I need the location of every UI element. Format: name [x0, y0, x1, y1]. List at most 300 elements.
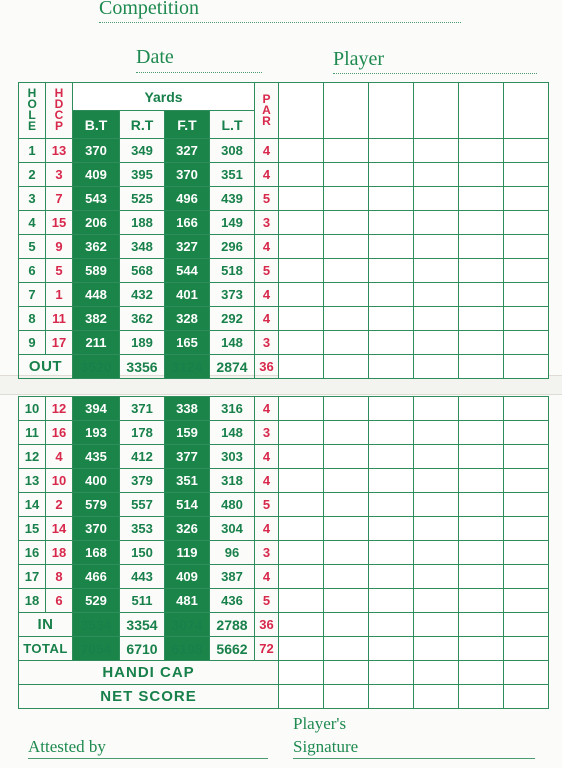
total-lt: 5662 — [210, 637, 255, 661]
net-score-1[interactable] — [279, 685, 324, 709]
score-cell-5[interactable] — [459, 331, 504, 355]
yardage-lt: 351 — [210, 163, 255, 187]
in-bt: 3534 — [73, 613, 120, 637]
score-cell-4[interactable] — [414, 307, 459, 331]
yardage-bt: 400 — [73, 469, 120, 493]
yardage-lt: 292 — [210, 307, 255, 331]
hole-handicap: 8 — [46, 565, 73, 589]
score-header-5[interactable] — [459, 83, 504, 139]
yardage-lt: 296 — [210, 235, 255, 259]
hole-par: 5 — [255, 589, 279, 613]
score-cell-5[interactable] — [459, 565, 504, 589]
score-cell-5[interactable] — [459, 163, 504, 187]
score-cell-2[interactable] — [324, 469, 369, 493]
hole-par: 3 — [255, 541, 279, 565]
score-cell-6[interactable] — [504, 283, 549, 307]
score-cell-1[interactable] — [279, 307, 324, 331]
yardage-ft: 544 — [165, 259, 210, 283]
net-score-5[interactable] — [459, 685, 504, 709]
yardage-lt: 439 — [210, 187, 255, 211]
hole-number: 8 — [19, 307, 46, 331]
score-cell-4[interactable] — [414, 259, 459, 283]
yardage-rt: 178 — [120, 421, 165, 445]
score-cell-4[interactable] — [414, 589, 459, 613]
yardage-ft: 370 — [165, 163, 210, 187]
score-cell-3[interactable] — [369, 493, 414, 517]
yardage-bt: 579 — [73, 493, 120, 517]
score-cell-3[interactable] — [369, 139, 414, 163]
score-cell-3[interactable] — [369, 469, 414, 493]
score-cell-4[interactable] — [414, 283, 459, 307]
hole-number: 14 — [19, 493, 46, 517]
hole-handicap: 12 — [46, 397, 73, 421]
yardage-bt: 168 — [73, 541, 120, 565]
hole-number: 10 — [19, 397, 46, 421]
score-cell-4[interactable] — [414, 235, 459, 259]
handicap-score-2[interactable] — [324, 661, 369, 685]
score-cell-2[interactable] — [324, 541, 369, 565]
score-cell-6[interactable] — [504, 517, 549, 541]
hole-number: 13 — [19, 469, 46, 493]
yardage-bt: 543 — [73, 187, 120, 211]
score-cell-2[interactable] — [324, 565, 369, 589]
score-cell-1[interactable] — [279, 469, 324, 493]
competition-line[interactable] — [99, 22, 461, 23]
yardage-ft: 338 — [165, 397, 210, 421]
hole-handicap: 17 — [46, 331, 73, 355]
score-cell-5[interactable] — [459, 187, 504, 211]
bt-header: B.T — [73, 111, 120, 139]
out-score-2[interactable] — [324, 355, 369, 379]
yardage-ft: 514 — [165, 493, 210, 517]
out-label: OUT — [19, 355, 73, 379]
hole-handicap: 10 — [46, 469, 73, 493]
score-cell-4[interactable] — [414, 469, 459, 493]
hole-header — [19, 83, 46, 139]
score-cell-1[interactable] — [279, 541, 324, 565]
yardage-bt: 394 — [73, 397, 120, 421]
score-cell-2[interactable] — [324, 397, 369, 421]
score-cell-3[interactable] — [369, 163, 414, 187]
hole-row — [19, 163, 549, 187]
yardage-rt: 412 — [120, 445, 165, 469]
hole-row — [19, 589, 549, 613]
score-cell-5[interactable] — [459, 307, 504, 331]
score-cell-2[interactable] — [324, 283, 369, 307]
yardage-rt: 349 — [120, 139, 165, 163]
yardage-rt: 557 — [120, 493, 165, 517]
score-cell-1[interactable] — [279, 565, 324, 589]
total-score-4[interactable] — [414, 637, 459, 661]
signature-line[interactable] — [293, 758, 535, 759]
yardage-ft: 327 — [165, 235, 210, 259]
yardage-lt: 96 — [210, 541, 255, 565]
total-label: TOTAL — [19, 637, 73, 661]
hole-handicap: 4 — [46, 445, 73, 469]
yardage-rt: 362 — [120, 307, 165, 331]
yardage-lt: 318 — [210, 469, 255, 493]
attested-label: Attested by — [28, 737, 106, 756]
score-cell-2[interactable] — [324, 259, 369, 283]
score-cell-1[interactable] — [279, 493, 324, 517]
yardage-ft: 409 — [165, 565, 210, 589]
hole-number: 9 — [19, 331, 46, 355]
score-cell-6[interactable] — [504, 421, 549, 445]
score-cell-3[interactable] — [369, 589, 414, 613]
ft-header: F.T — [165, 111, 210, 139]
hole-par: 4 — [255, 283, 279, 307]
yardage-lt: 308 — [210, 139, 255, 163]
score-cell-6[interactable] — [504, 163, 549, 187]
handicap-score-1[interactable] — [279, 661, 324, 685]
in-ft: 3074 — [165, 613, 210, 637]
net-score-2[interactable] — [324, 685, 369, 709]
score-cell-5[interactable] — [459, 541, 504, 565]
hole-number: 18 — [19, 589, 46, 613]
in-par: 36 — [255, 613, 279, 637]
score-cell-6[interactable] — [504, 493, 549, 517]
hole-par: 4 — [255, 235, 279, 259]
signature-label-line1: Player's — [293, 714, 347, 733]
front-nine-table — [18, 82, 549, 379]
hole-handicap: 5 — [46, 259, 73, 283]
score-cell-3[interactable] — [369, 421, 414, 445]
out-ft: 3124 — [165, 355, 210, 379]
hole-number: 4 — [19, 211, 46, 235]
score-cell-4[interactable] — [414, 187, 459, 211]
out-score-4[interactable] — [414, 355, 459, 379]
score-cell-5[interactable] — [459, 235, 504, 259]
score-cell-4[interactable] — [414, 163, 459, 187]
yardage-ft: 328 — [165, 307, 210, 331]
total-ft: 6198 — [165, 637, 210, 661]
out-lt: 2874 — [210, 355, 255, 379]
out-score-5[interactable] — [459, 355, 504, 379]
score-cell-5[interactable] — [459, 469, 504, 493]
score-cell-2[interactable] — [324, 589, 369, 613]
yardage-ft: 165 — [165, 331, 210, 355]
lt-header: L.T — [210, 111, 255, 139]
score-cell-6[interactable] — [504, 307, 549, 331]
score-cell-6[interactable] — [504, 331, 549, 355]
yardage-rt: 353 — [120, 517, 165, 541]
total-score-5[interactable] — [459, 637, 504, 661]
hole-handicap: 13 — [46, 139, 73, 163]
hole-row — [19, 211, 549, 235]
yardage-lt: 303 — [210, 445, 255, 469]
yardage-ft: 159 — [165, 421, 210, 445]
hole-par: 4 — [255, 397, 279, 421]
score-cell-1[interactable] — [279, 139, 324, 163]
score-cell-2[interactable] — [324, 139, 369, 163]
yardage-lt: 148 — [210, 331, 255, 355]
score-cell-6[interactable] — [504, 211, 549, 235]
yardage-ft: 351 — [165, 469, 210, 493]
total-score-3[interactable] — [369, 637, 414, 661]
score-cell-3[interactable] — [369, 397, 414, 421]
score-cell-2[interactable] — [324, 163, 369, 187]
score-cell-4[interactable] — [414, 517, 459, 541]
score-cell-6[interactable] — [504, 445, 549, 469]
handicap-score-3[interactable] — [369, 661, 414, 685]
signature-label-line2: Signature — [293, 737, 359, 756]
out-rt: 3356 — [120, 355, 165, 379]
player-label: Player — [333, 48, 385, 70]
score-cell-2[interactable] — [324, 493, 369, 517]
total-rt: 6710 — [120, 637, 165, 661]
yardage-lt: 518 — [210, 259, 255, 283]
net-score-6[interactable] — [504, 685, 549, 709]
hole-par: 3 — [255, 211, 279, 235]
score-cell-5[interactable] — [459, 283, 504, 307]
hole-row — [19, 541, 549, 565]
hole-number: 12 — [19, 445, 46, 469]
score-cell-6[interactable] — [504, 565, 549, 589]
yardage-lt: 316 — [210, 397, 255, 421]
score-cell-5[interactable] — [459, 139, 504, 163]
hole-row — [19, 517, 549, 541]
hole-row — [19, 139, 549, 163]
score-cell-6[interactable] — [504, 235, 549, 259]
in-label: IN — [19, 613, 73, 637]
yardage-rt: 150 — [120, 541, 165, 565]
handicap-score-6[interactable] — [504, 661, 549, 685]
score-cell-4[interactable] — [414, 493, 459, 517]
score-cell-5[interactable] — [459, 211, 504, 235]
hole-handicap: 9 — [46, 235, 73, 259]
score-cell-6[interactable] — [504, 541, 549, 565]
yardage-bt: 435 — [73, 445, 120, 469]
hole-row — [19, 397, 549, 421]
hole-number: 7 — [19, 283, 46, 307]
yardage-bt: 589 — [73, 259, 120, 283]
out-score-3[interactable] — [369, 355, 414, 379]
yardage-ft: 166 — [165, 211, 210, 235]
score-cell-2[interactable] — [324, 331, 369, 355]
handicap-label: HANDI CAP — [19, 661, 279, 685]
hole-number: 1 — [19, 139, 46, 163]
score-cell-5[interactable] — [459, 445, 504, 469]
attested-line[interactable] — [28, 758, 268, 759]
yardage-bt: 409 — [73, 163, 120, 187]
score-cell-6[interactable] — [504, 589, 549, 613]
hole-handicap: 1 — [46, 283, 73, 307]
yardage-bt: 370 — [73, 139, 120, 163]
score-cell-1[interactable] — [279, 589, 324, 613]
score-cell-6[interactable] — [504, 259, 549, 283]
yardage-ft: 401 — [165, 283, 210, 307]
par-header-text: PAR — [262, 91, 271, 128]
in-score-2[interactable] — [324, 613, 369, 637]
score-cell-5[interactable] — [459, 589, 504, 613]
score-cell-3[interactable] — [369, 517, 414, 541]
yardage-rt: 432 — [120, 283, 165, 307]
score-cell-6[interactable] — [504, 397, 549, 421]
yardage-rt: 525 — [120, 187, 165, 211]
out-par: 36 — [255, 355, 279, 379]
yardage-rt: 568 — [120, 259, 165, 283]
score-cell-6[interactable] — [504, 469, 549, 493]
handicap-score-5[interactable] — [459, 661, 504, 685]
yardage-bt: 370 — [73, 517, 120, 541]
score-cell-1[interactable] — [279, 211, 324, 235]
yardage-lt: 373 — [210, 283, 255, 307]
score-cell-3[interactable] — [369, 235, 414, 259]
yardage-lt: 436 — [210, 589, 255, 613]
in-score-5[interactable] — [459, 613, 504, 637]
score-cell-1[interactable] — [279, 517, 324, 541]
hole-number: 6 — [19, 259, 46, 283]
hole-row — [19, 493, 549, 517]
yardage-bt: 382 — [73, 307, 120, 331]
yardage-rt: 395 — [120, 163, 165, 187]
score-cell-1[interactable] — [279, 445, 324, 469]
score-cell-1[interactable] — [279, 397, 324, 421]
score-cell-2[interactable] — [324, 307, 369, 331]
score-cell-5[interactable] — [459, 421, 504, 445]
score-cell-4[interactable] — [414, 211, 459, 235]
yardage-bt: 206 — [73, 211, 120, 235]
score-cell-5[interactable] — [459, 517, 504, 541]
hdcp-header-text: HDCP — [54, 86, 64, 133]
hole-handicap: 16 — [46, 421, 73, 445]
in-score-3[interactable] — [369, 613, 414, 637]
back-nine-table — [18, 396, 549, 709]
score-cell-2[interactable] — [324, 517, 369, 541]
score-cell-1[interactable] — [279, 421, 324, 445]
score-cell-2[interactable] — [324, 235, 369, 259]
score-header-1[interactable] — [279, 83, 324, 139]
score-cell-2[interactable] — [324, 211, 369, 235]
net-score-4[interactable] — [414, 685, 459, 709]
score-cell-5[interactable] — [459, 493, 504, 517]
in-score-6[interactable] — [504, 613, 549, 637]
yardage-bt: 211 — [73, 331, 120, 355]
in-score-1[interactable] — [279, 613, 324, 637]
date-label: Date — [136, 46, 174, 68]
score-cell-1[interactable] — [279, 283, 324, 307]
score-cell-3[interactable] — [369, 187, 414, 211]
yardage-lt: 480 — [210, 493, 255, 517]
score-header-3[interactable] — [369, 83, 414, 139]
hole-handicap: 18 — [46, 541, 73, 565]
hole-row — [19, 565, 549, 589]
score-cell-1[interactable] — [279, 187, 324, 211]
hole-number: 3 — [19, 187, 46, 211]
hole-row — [19, 469, 549, 493]
player-line[interactable] — [333, 73, 537, 74]
score-cell-1[interactable] — [279, 163, 324, 187]
score-cell-3[interactable] — [369, 565, 414, 589]
score-cell-5[interactable] — [459, 259, 504, 283]
hole-number: 11 — [19, 421, 46, 445]
score-cell-3[interactable] — [369, 283, 414, 307]
competition-label: Competition — [99, 0, 199, 19]
hole-number: 2 — [19, 163, 46, 187]
hole-handicap: 15 — [46, 211, 73, 235]
score-cell-3[interactable] — [369, 331, 414, 355]
score-cell-2[interactable] — [324, 187, 369, 211]
yardage-bt: 193 — [73, 421, 120, 445]
out-bt: 3520 — [73, 355, 120, 379]
score-header-4[interactable] — [414, 83, 459, 139]
hole-handicap: 7 — [46, 187, 73, 211]
score-cell-2[interactable] — [324, 421, 369, 445]
handicap-score-4[interactable] — [414, 661, 459, 685]
score-cell-1[interactable] — [279, 235, 324, 259]
yardage-lt: 387 — [210, 565, 255, 589]
hole-par: 3 — [255, 421, 279, 445]
score-cell-1[interactable] — [279, 331, 324, 355]
hole-number: 5 — [19, 235, 46, 259]
out-score-6[interactable] — [504, 355, 549, 379]
yardage-ft: 481 — [165, 589, 210, 613]
score-cell-4[interactable] — [414, 397, 459, 421]
score-cell-4[interactable] — [414, 565, 459, 589]
yardage-rt: 189 — [120, 331, 165, 355]
hole-par: 4 — [255, 445, 279, 469]
out-score-1[interactable] — [279, 355, 324, 379]
score-header-2[interactable] — [324, 83, 369, 139]
hole-row — [19, 187, 549, 211]
score-cell-4[interactable] — [414, 421, 459, 445]
score-cell-6[interactable] — [504, 139, 549, 163]
score-cell-3[interactable] — [369, 259, 414, 283]
net-score-3[interactable] — [369, 685, 414, 709]
score-cell-4[interactable] — [414, 139, 459, 163]
par-header — [255, 83, 279, 139]
score-cell-3[interactable] — [369, 307, 414, 331]
hole-row — [19, 445, 549, 469]
yardage-bt: 448 — [73, 283, 120, 307]
score-cell-4[interactable] — [414, 541, 459, 565]
yardage-lt: 304 — [210, 517, 255, 541]
score-header-6[interactable] — [504, 83, 549, 139]
hole-handicap: 2 — [46, 493, 73, 517]
yardage-rt: 348 — [120, 235, 165, 259]
hole-handicap: 14 — [46, 517, 73, 541]
score-cell-4[interactable] — [414, 331, 459, 355]
hole-handicap: 11 — [46, 307, 73, 331]
score-cell-4[interactable] — [414, 445, 459, 469]
score-cell-3[interactable] — [369, 445, 414, 469]
yardage-ft: 327 — [165, 139, 210, 163]
score-cell-3[interactable] — [369, 211, 414, 235]
hole-par: 4 — [255, 565, 279, 589]
score-cell-1[interactable] — [279, 259, 324, 283]
total-score-1[interactable] — [279, 637, 324, 661]
total-score-2[interactable] — [324, 637, 369, 661]
net-score-label: NET SCORE — [19, 685, 279, 709]
score-cell-2[interactable] — [324, 445, 369, 469]
yardage-lt: 149 — [210, 211, 255, 235]
total-par: 72 — [255, 637, 279, 661]
hole-number: 16 — [19, 541, 46, 565]
hole-row — [19, 421, 549, 445]
total-score-6[interactable] — [504, 637, 549, 661]
score-cell-5[interactable] — [459, 397, 504, 421]
hole-row — [19, 283, 549, 307]
score-cell-3[interactable] — [369, 541, 414, 565]
yardage-ft: 119 — [165, 541, 210, 565]
yardage-ft: 496 — [165, 187, 210, 211]
date-line[interactable] — [136, 72, 262, 73]
hole-row — [19, 307, 549, 331]
score-cell-6[interactable] — [504, 187, 549, 211]
in-score-4[interactable] — [414, 613, 459, 637]
hole-header-text: HOLE — [27, 86, 37, 133]
hole-par: 4 — [255, 139, 279, 163]
